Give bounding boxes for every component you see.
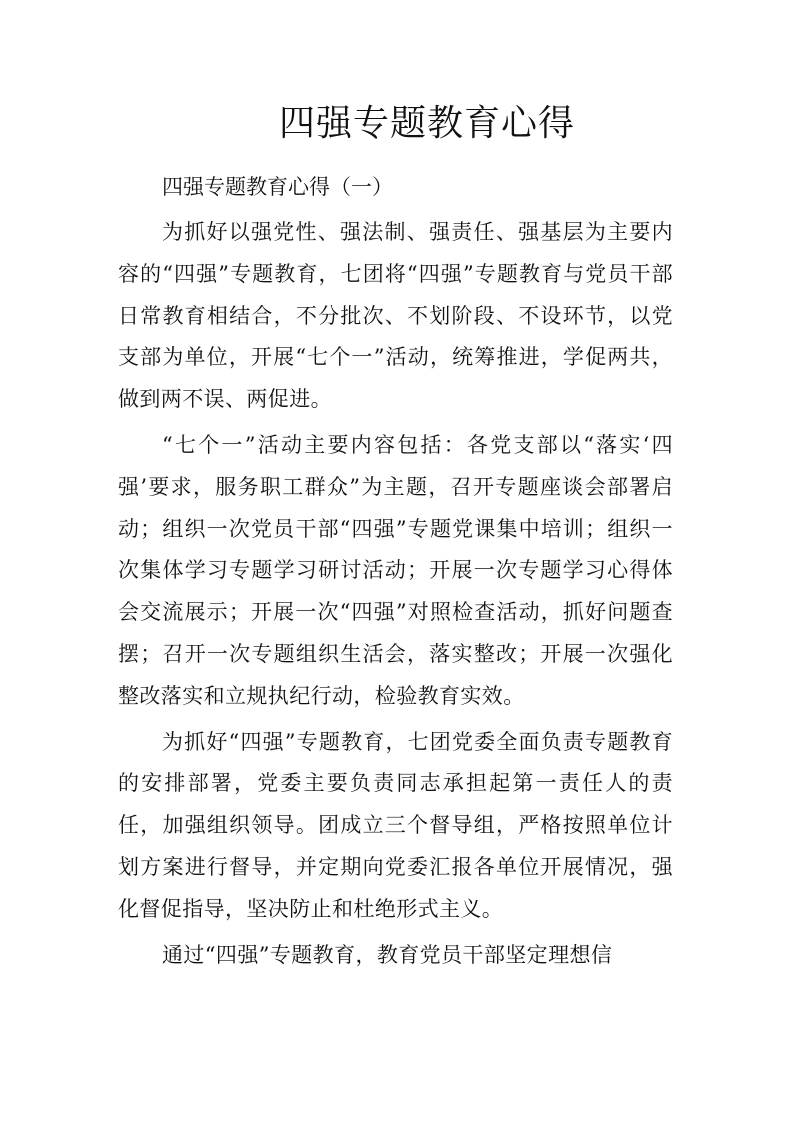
paragraph-4: 通过“四强”专题教育，教育党员干部坚定理想信 — [162, 942, 613, 967]
paragraph-3: 为抓好“四强”专题教育，七团党委全面负责专题教育的安排部署，党委主要负责同志承担起第一责任人的责任，加强组织领导。团成立三个督导组，严格按照单位计划方案进行督导，并定期向党委汇报各单位开展情况，强化督促指导，坚决防止和杜绝形式主义。 — [118, 729, 673, 921]
document-subtitle: 四强专题教育心得（一） — [162, 175, 393, 199]
document-title: 四强专题教育心得 — [278, 103, 575, 144]
paragraph-2: “七个一”活动主要内容包括：各党支部以“落实‘四强’要求，服务职工群众”为主题，召开专题座谈会部署启动；组织一次党员干部“四强”专题党课集中培训；组织一次集体学习专题学习研讨活动；开展一次专题学习心得体会交流展示；开展一次“四强”对照检查活动，抓好问题查摆；召开一次专题组织生活会，落实整改；开展一次强化整改落实和立规执纪行动，检验教育实效。 — [118, 432, 673, 708]
paragraph-1: 为抓好以强党性、强法制、强责任、强基层为主要内容的“四强”专题教育，七团将“四强”专题教育与党员干部日常教育相结合，不分批次、不划阶段、不设环节，以党支部为单位，开展“七个一”活动，统筹推进，学促两共，做到两不误、两促进。 — [118, 220, 673, 412]
document-body — [118, 212, 673, 980]
